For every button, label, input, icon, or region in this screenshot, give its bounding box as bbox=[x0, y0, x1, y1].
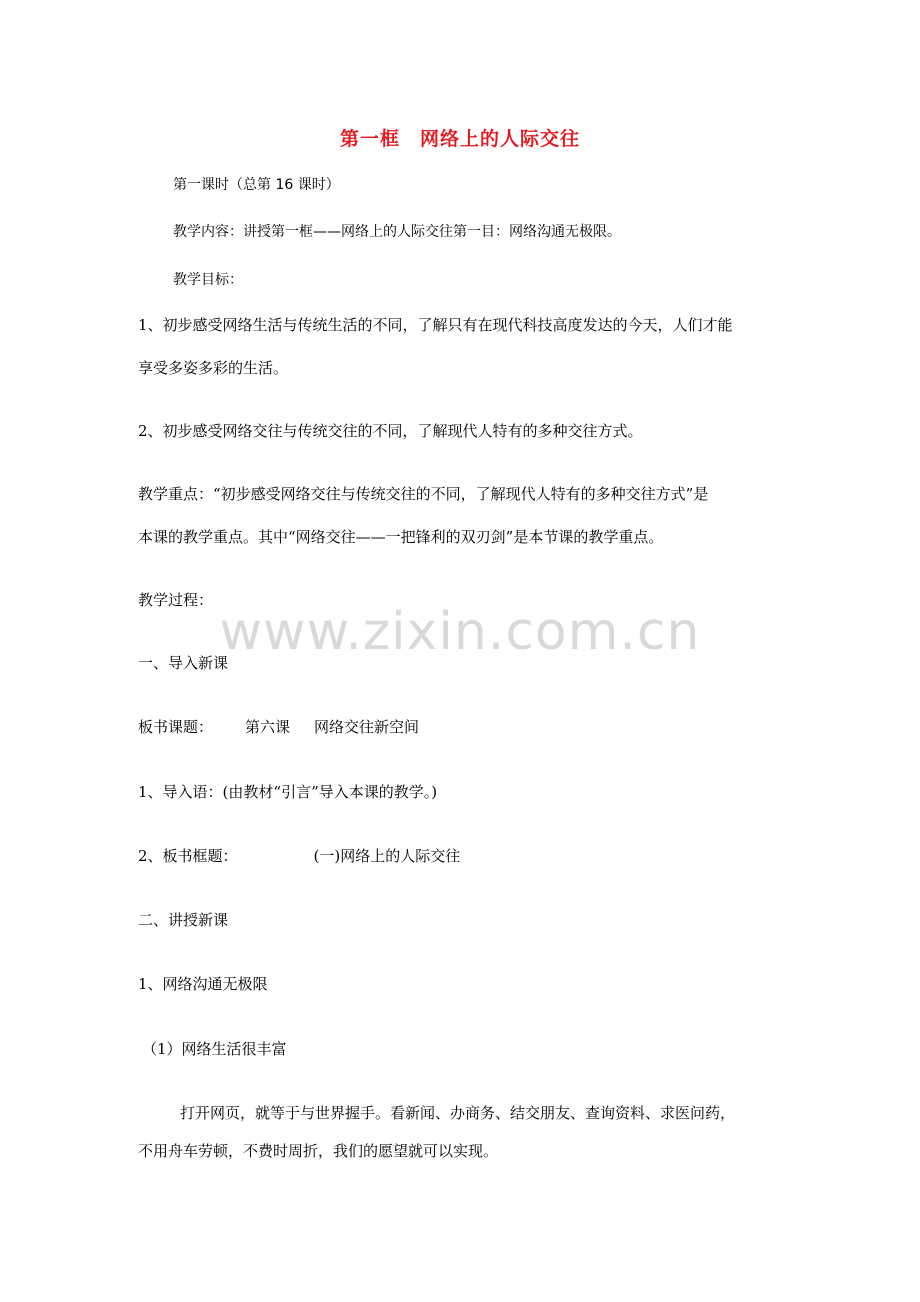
board-frame-value: (一)网络上的人际交往 bbox=[313, 847, 461, 865]
paragraph-1-line-2: 不用舟车劳顿，不费时周折，我们的愿望就可以实现。 bbox=[138, 1142, 499, 1160]
point-1-heading: （1）网络生活很丰富 bbox=[142, 1040, 287, 1058]
objective-1-line-2: 享受多姿多彩的生活。 bbox=[138, 359, 289, 377]
lesson-time: 第一课时（总第 16 课时） bbox=[173, 177, 340, 193]
board-title-name: 网络交往新空间 bbox=[314, 718, 420, 736]
watermark: www.zixin.com.cn bbox=[219, 602, 701, 662]
process-label: 教学过程： bbox=[138, 591, 214, 609]
board-frame-row bbox=[138, 846, 460, 866]
board-title-lesson: 第六课 bbox=[245, 718, 291, 736]
objectives-label: 教学目标： bbox=[173, 272, 243, 288]
objective-1-line-1: 1、初步感受网络生活与传统生活的不同，了解只有在现代科技高度发达的今天，人们才能 bbox=[138, 316, 733, 334]
board-frame-label: 2、板书框题： bbox=[138, 847, 238, 865]
key-points-line-2: 本课的教学重点。其中“网络交往——一把锋利的双刃剑”是本节课的教学重点。 bbox=[138, 528, 664, 546]
objective-2: 2、初步感受网络交往与传统交往的不同，了解现代人特有的多种交往方式。 bbox=[138, 422, 643, 440]
section-2-heading: 二、讲授新课 bbox=[138, 911, 229, 929]
key-points-line-1: 教学重点：“初步感受网络交往与传统交往的不同，了解现代人特有的多种交往方式”是 bbox=[138, 485, 709, 503]
intro-item: 1、导入语：(由教材“引言”导入本课的教学。) bbox=[138, 783, 438, 801]
subsection-1-heading: 1、网络沟通无极限 bbox=[138, 975, 268, 993]
paragraph-1-line-1: 打开网页，就等于与世界握手。看新闻、办商务、结交朋友、查询资料、求医问药， bbox=[180, 1104, 736, 1122]
document-title: 第一框 网络上的人际交往 bbox=[339, 128, 580, 150]
teaching-content: 教学内容：讲授第一框——网络上的人际交往第一目：网络沟通无极限。 bbox=[173, 224, 621, 240]
board-title-label: 板书课题： bbox=[138, 718, 214, 736]
board-title-row bbox=[138, 717, 419, 737]
section-1-heading: 一、导入新课 bbox=[138, 654, 229, 672]
